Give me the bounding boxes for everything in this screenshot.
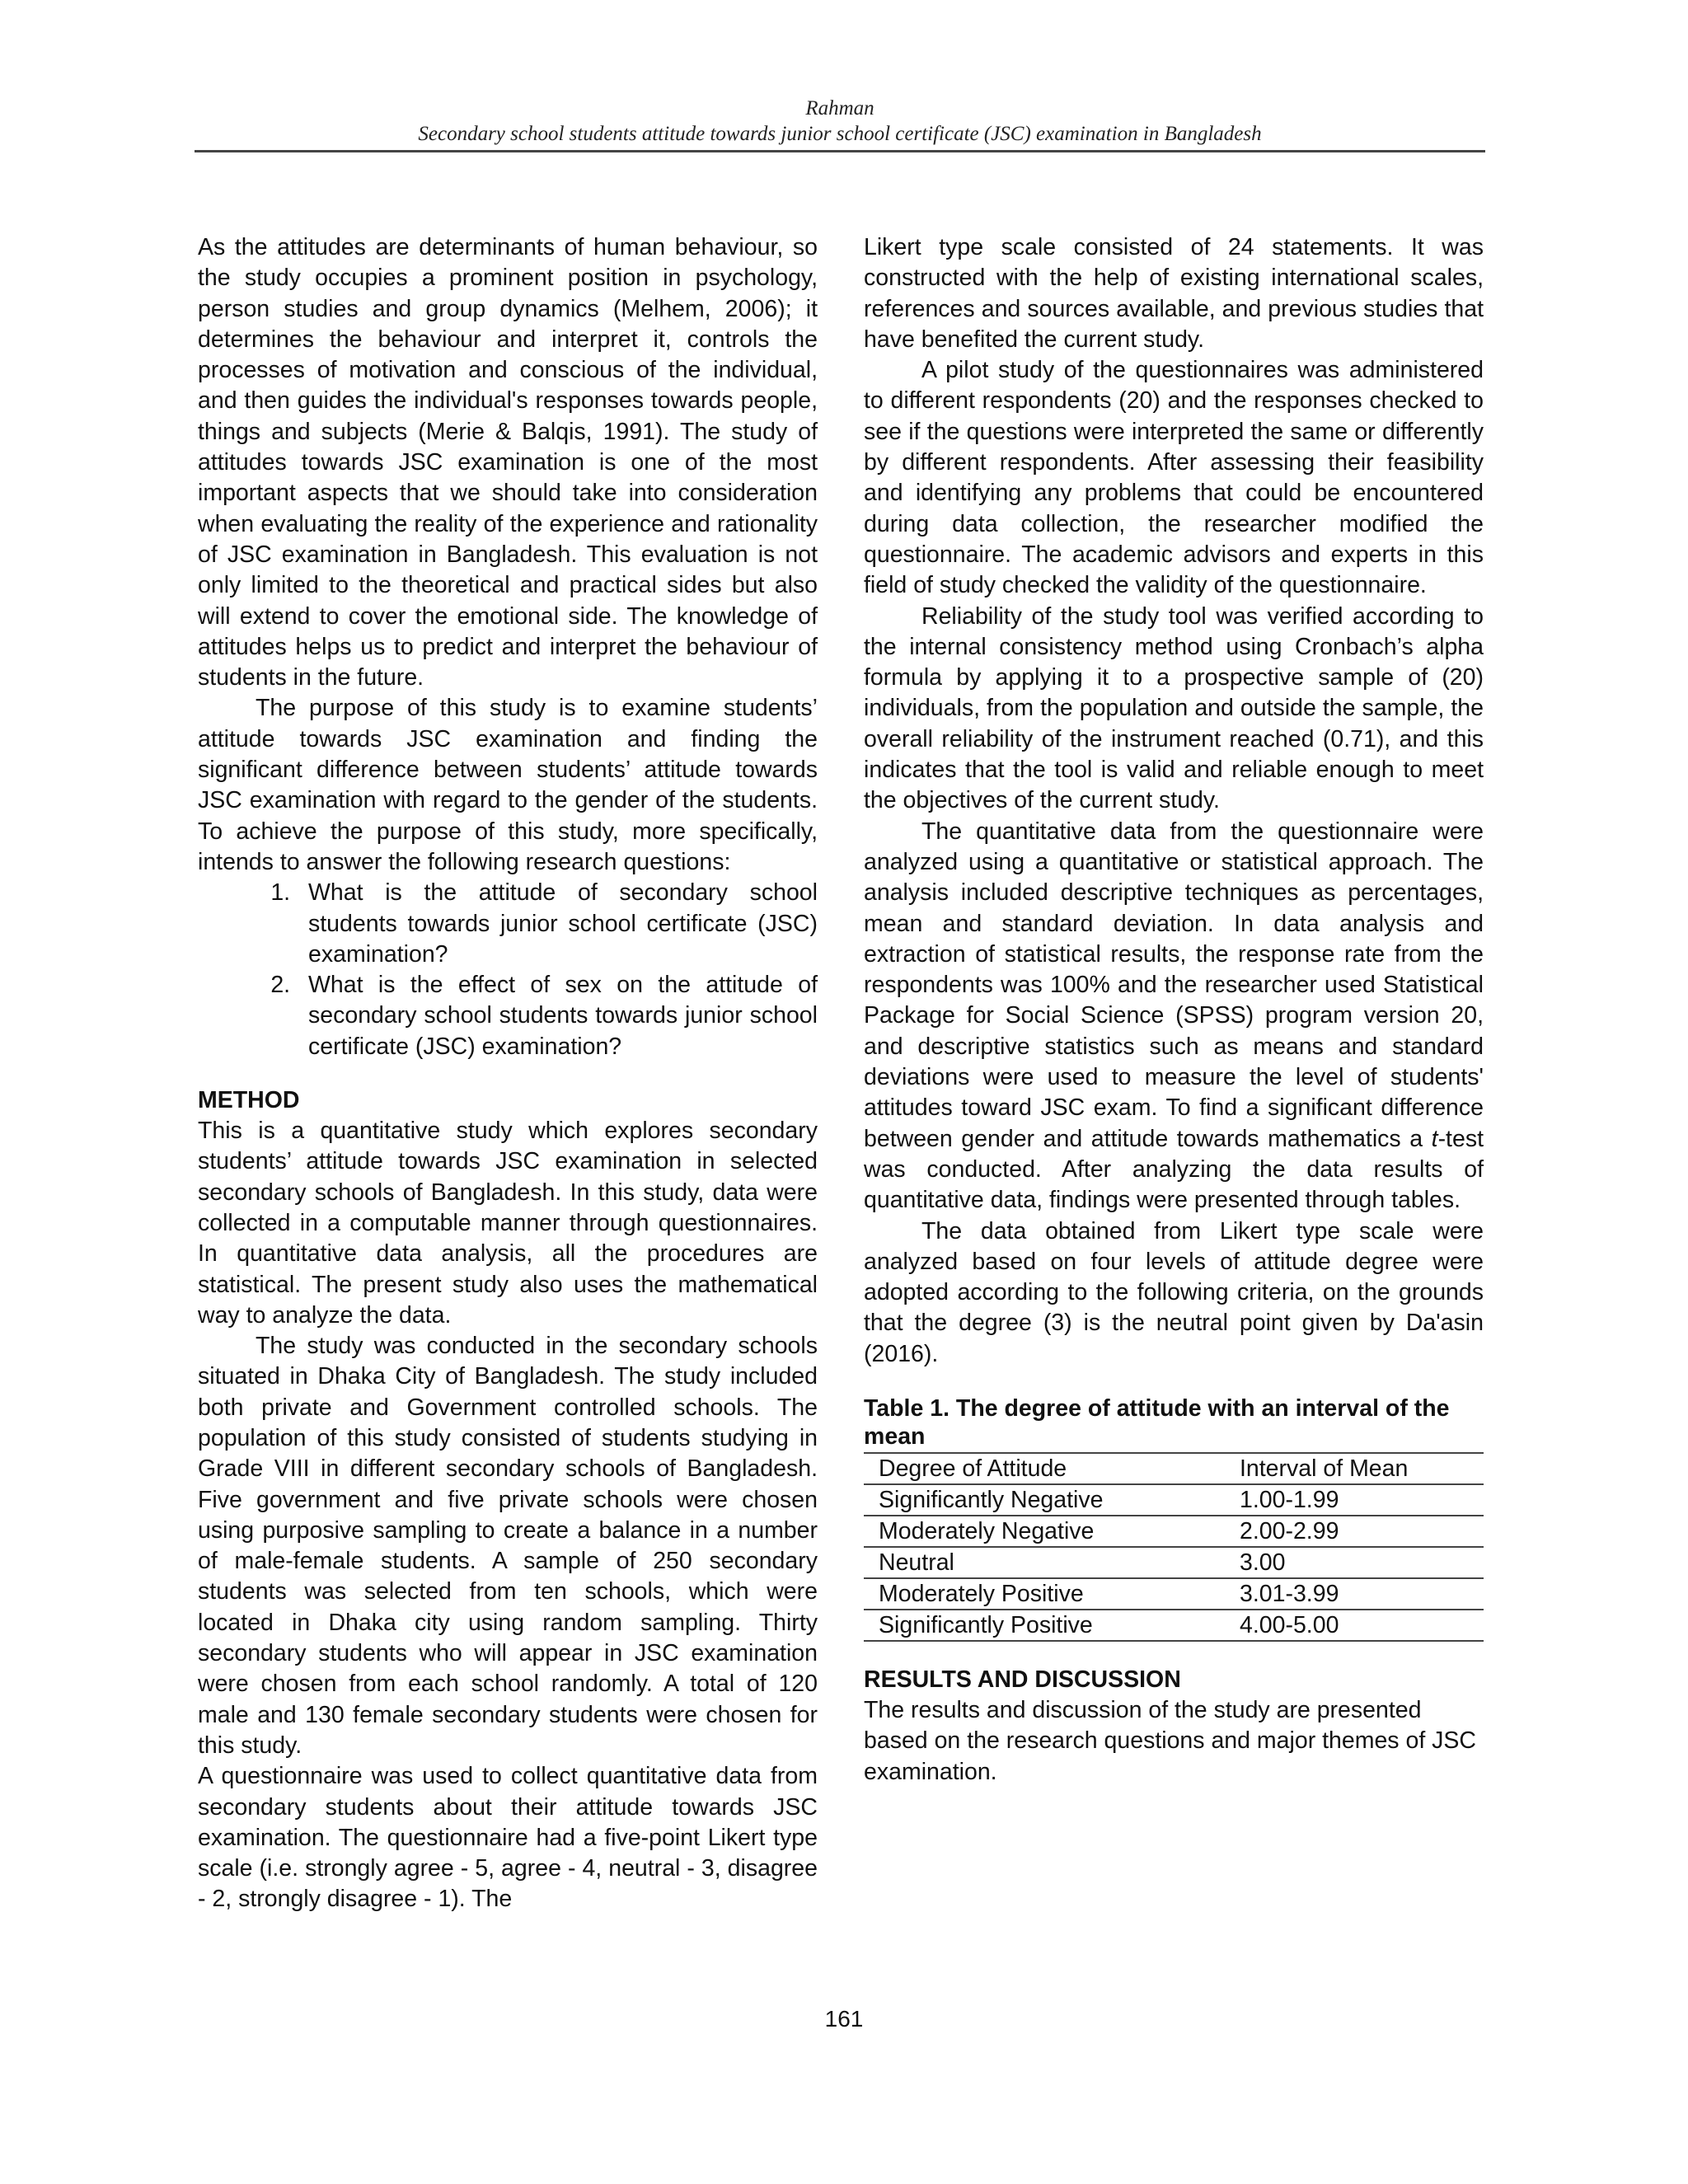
page-number: 161 [824, 2006, 864, 2032]
table-cell: Neutral [864, 1547, 1225, 1578]
list-item: 2. What is the effect of sex on the attitude of secondary school students towards junior school certificate (JSC) examination? [297, 970, 818, 1062]
table-cell: Moderately Positive [864, 1578, 1225, 1610]
section-heading-results: RESULTS AND DISCUSSION [864, 1666, 1181, 1693]
table-cell: 2.00-2.99 [1225, 1516, 1484, 1547]
table-header-cell: Interval of Mean [1225, 1453, 1484, 1484]
paragraph: This is a quantitative study which explores secondary students’ attitude towards JSC examination in selected secondary schools of Bangladesh. In this study, data were collected in a computable manner through questionnaires. In quantitative data analysis, all the procedures are statistical. The present study also uses the mathematical way to analyze the data. [198, 1118, 818, 1329]
header-author: Rahman [805, 97, 874, 120]
table-header-row [864, 1453, 1484, 1484]
right-column [864, 232, 1484, 1788]
table-cell: 1.00-1.99 [1225, 1484, 1484, 1516]
italic-t: t [1431, 1125, 1438, 1152]
left-column [198, 232, 818, 1915]
table-cell: Moderately Negative [864, 1516, 1225, 1547]
paragraph: The purpose of this study is to examine students’ attitude towards JSC examination and finding the significant difference between students’ attitude towards JSC examination with regard to the gender of the students. To achieve the purpose of this study, more specifically, intends to answer the following research questions: [198, 695, 818, 875]
header-rule [195, 150, 1485, 152]
paragraph: The study was conducted in the secondary schools situated in Dhaka City of Bangladesh. The study included both private and Government controlled schools. The population of this study consisted of students studying in Grade VIII in different secondary schools of Bangladesh. Five government and five private schools were chosen using purposive sampling to create a balance in a number of male-female students. A sample of 250 secondary students was selected from ten schools, which were located in Dhaka city using random sampling. Thirty secondary students who will appear in JSC examination were chosen from each school randomly. A total of 120 male and 130 female secondary students were chosen for this study. [198, 1333, 818, 1759]
table-cell: 3.00 [1225, 1547, 1484, 1578]
text-run: The quantitative data from the questionnaire were analyzed using a quantitative or statistical approach. The analysis included descriptive techniques as percentages, mean and standard deviation. In data analysis and extraction of statistical results, the response rate from the respondents was 100% and the researcher used Statistical Package for Social Science (SPSS) program version 20, and descriptive statistics such as means and standard deviations were used to measure the level of students' attitudes toward JSC exam. To find a significant difference between gender and attitude towards mathematics a [864, 818, 1484, 1152]
table-cell: Significantly Positive [864, 1610, 1225, 1641]
table-row [864, 1578, 1484, 1610]
table-row [864, 1610, 1484, 1641]
table-caption: Table 1. The degree of attitude with an interval of the mean [864, 1394, 1450, 1450]
paragraph [864, 817, 1484, 1216]
paragraph: Likert type scale consisted of 24 statements. It was constructed with the help of existing international scales, references and sources available, and previous studies that have benefited the current study. [864, 234, 1484, 353]
paragraph: The results and discussion of the study are presented based on the research questions and major themes of JSC examination. [864, 1696, 1477, 1785]
table-cell: 3.01-3.99 [1225, 1578, 1484, 1610]
running-header [195, 96, 1485, 152]
table-header-cell: Degree of Attitude [864, 1453, 1225, 1484]
list-item: 1. What is the attitude of secondary school students towards junior school certificate (JSC) examination? [297, 878, 818, 970]
table-row [864, 1516, 1484, 1547]
header-title: Secondary school students attitude towards junior school certificate (JSC) examination in Bangladesh [418, 123, 1262, 145]
paragraph: As the attitudes are determinants of human behaviour, so the study occupies a prominent position in psychology, person studies and group dynamics (Melhem, 2006); it determines the behaviour and interpret it, controls the processes of motivation and conscious of the individual, and then guides the individual's responses towards people, things and subjects (Merie & Balqis, 1991). The study of attitudes towards JSC examination is one of the most important aspects that we should take into consideration when evaluating the reality of the experience and rationality of JSC examination in Bangladesh. This evaluation is not only limited to the theoretical and practical sides but also will extend to cover the emotional side. The knowledge of attitudes helps us to predict and interpret the behaviour of students in the future. [198, 234, 818, 691]
table-cell: Significantly Negative [864, 1484, 1225, 1516]
section-heading-method: METHOD [198, 1087, 300, 1114]
paragraph: The data obtained from Likert type scale were analyzed based on four levels of attitude degree were adopted according to the following criteria, on the grounds that the degree (3) is the neutral point given by Da'asin (2016). [864, 1217, 1484, 1367]
attitude-degree-table [864, 1452, 1484, 1642]
paragraph: A pilot study of the questionnaires was administered to different respondents (20) and the responses checked to see if the questions were interpreted the same or differently by different respondents. After assessing their feasibility and identifying any problems that could be encountered during data collection, the researcher modified the questionnaire. The academic advisors and experts in this field of study checked the validity of the questionnaire. [864, 357, 1484, 599]
table-row [864, 1547, 1484, 1578]
text-run: -test was conducted. After analyzing the data results of quantitative data, findings were presented through tables. [864, 1125, 1484, 1214]
research-questions-list [198, 878, 818, 1062]
paragraph: Reliability of the study tool was verified according to the internal consistency method using Cronbach’s alpha formula by applying it to a prospective sample of (20) individuals, from the population and outside the sample, the overall reliability of the instrument reached (0.71), and this indicates that the tool is valid and reliable enough to meet the objectives of the current study. [864, 602, 1484, 814]
table-row [864, 1484, 1484, 1516]
paragraph: A questionnaire was used to collect quantitative data from secondary students about their attitude towards JSC examination. The questionnaire had a five-point Likert type scale (i.e. strongly agree - 5, agree - 4, neutral - 3, disagree - 2, strongly disagree - 1). The [198, 1763, 818, 1913]
table-cell: 4.00-5.00 [1225, 1610, 1484, 1641]
